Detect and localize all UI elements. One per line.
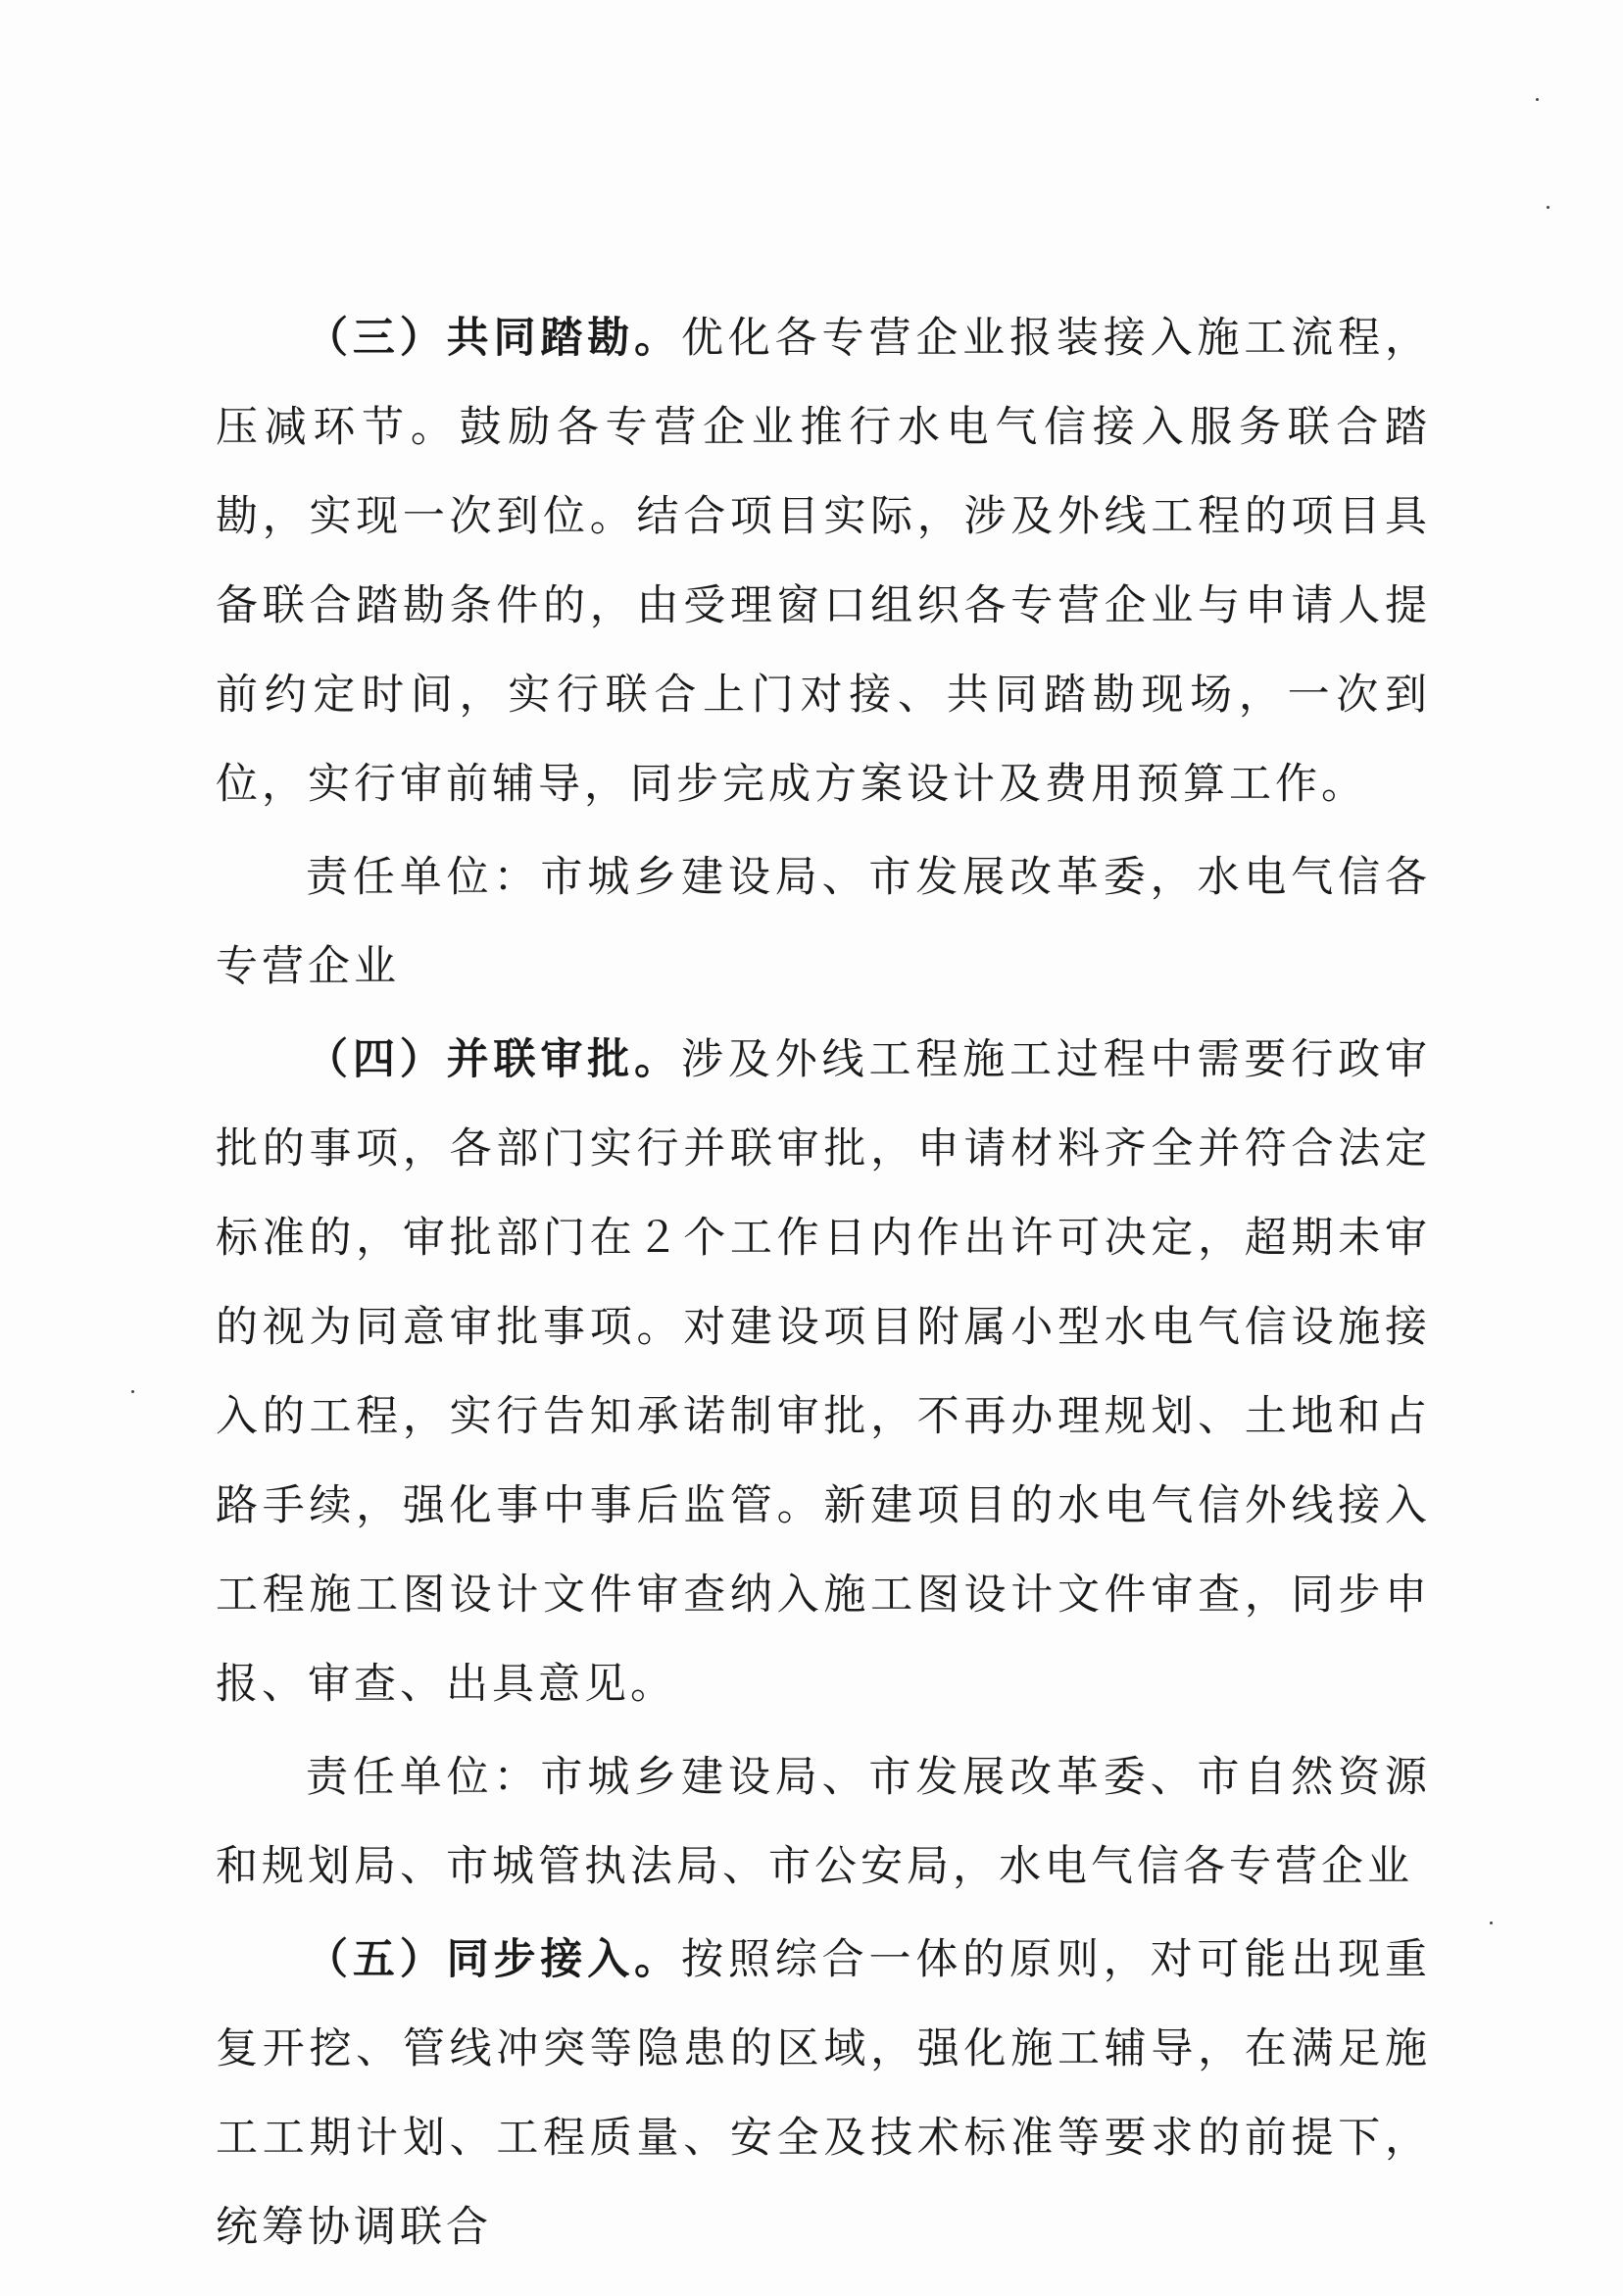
paragraph-parallel-approval: [216, 1016, 1431, 1729]
scan-speck: [131, 1390, 134, 1393]
document-body: [216, 294, 1431, 2272]
paragraph-text: 责任单位：市城乡建设局、市发展改革委，水电气信各专营企业: [216, 853, 1431, 991]
scan-speck: [1536, 98, 1539, 101]
paragraph-responsible-units-1: [216, 833, 1431, 1012]
paragraph-text: 优化各专营企业报装接入施工流程，压减环节。鼓励各专营企业推行水电气信接入服务联合踏勘，实现一次到位。结合项目实际，涉及外线工程的项目具备联合踏勘条件的，由受理窗口组织各专营企业与申请人提前约定时间，实行联合上门对接、共同踏勘现场，一次到位，实行审前辅导，同步完成方案设计及费用预算工作。: [216, 314, 1432, 809]
scan-speck: [1490, 1922, 1493, 1924]
paragraph-text: 按照综合一体的原则，对可能出现重复开挖、管线冲突等隐患的区域，强化施工辅导，在满足施工工期计划、工程质量、安全及技术标准等要求的前提下，统筹协调联合: [216, 1935, 1432, 2252]
paragraph-text: 责任单位：市城乡建设局、市发展改革委、市自然资源和规划局、市城管执法局、市公安局，水电气信各专营企业: [216, 1753, 1431, 1891]
paragraph-responsible-units-2: [216, 1733, 1431, 1912]
section-heading-joint-survey: （三）共同踏勘。: [306, 314, 681, 363]
paragraph-text: 涉及外线工程施工过程中需要行政审批的事项，各部门实行并联审批，申请材料齐全并符合法定标准的，审批部门在２个工作日内作出许可决定，超期未审的视为同意审批事项。对建设项目附属小型水电气信设施接入的工程，实行告知承诺制审批，不再办理规划、土地和占路手续，强化事中事后监管。新建项目的水电气信外线接入工程施工图设计文件审查纳入施工图设计文件审查，同步申报、审查、出具意见。: [216, 1035, 1432, 1709]
scan-speck: [1547, 206, 1549, 209]
section-heading-sync-access: （五）同步接入。: [306, 1935, 681, 1984]
paragraph-sync-access: [216, 1916, 1431, 2272]
section-heading-parallel-approval: （四）并联审批。: [306, 1035, 681, 1084]
paragraph-joint-survey: [216, 294, 1431, 829]
